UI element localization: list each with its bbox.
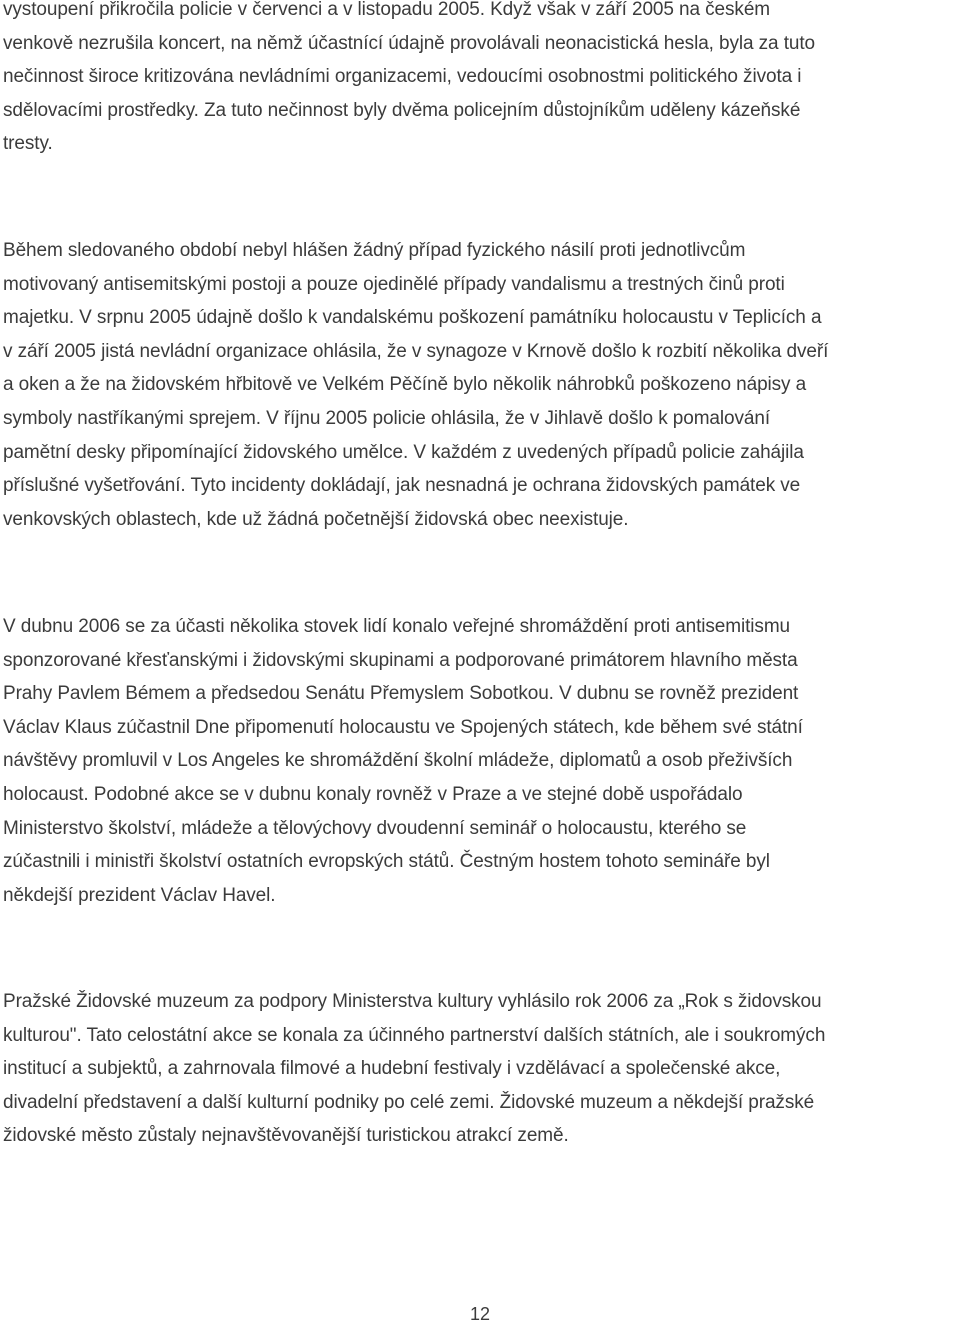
text-line: venkovských oblastech, kde už žádná početnější židovská obec neexistuje.: [3, 508, 629, 530]
text-line: v září 2005 jistá nevládní organizace ohlásila, že v synagoze v Krnově došlo k rozbití několika dveří: [3, 340, 829, 362]
text-line: tresty.: [3, 133, 53, 155]
text-line: Prahy Pavlem Bémem a předsedou Senátu Přemyslem Sobotkou. V dubnu se rovněž prezident: [3, 683, 799, 705]
text-line: Pražské Židovské muzeum za podpory Ministerstva kultury vyhlásilo rok 2006 za „Rok s židovskou: [3, 991, 822, 1012]
paragraph-holocaust-remembrance: [3, 610, 957, 912]
text-line: pamětní desky připomínající židovského umělce. V každém z uvedených případů policie zahájila: [3, 441, 804, 463]
page-number: 12: [469, 1304, 491, 1324]
text-line: motivovaný antisemitskými postoji a pouze ojedinělé případy vandalismu a trestných činů proti: [3, 273, 785, 295]
text-line: institucí a subjektů, a zahrnovala filmové a hudební festivaly i vzdělávací a společenské akce,: [3, 1058, 781, 1080]
text-line: zúčastnili i ministři školství ostatních evropských států. Čestným hostem tohoto semináře byl: [3, 851, 770, 873]
text-line: kulturou". Tato celostátní akce se konala za účinného partnerství dalších státních, ale i soukromých: [3, 1024, 826, 1046]
text-line: Během sledovaného období nebyl hlášen žádný případ fyzického násilí proti jednotlivcům: [3, 240, 746, 261]
text-line: sdělovacími prostředky. Za tuto nečinnost byly dvěma policejním důstojníkům uděleny kázeňské: [3, 99, 801, 121]
text-line: venkově nezrušila koncert, na němž účastnící údajně provolávali neonacistická hesla, byla za tuto: [3, 32, 815, 54]
text-line: sponzorované křesťanskými i židovskými skupinami a podporované primátorem hlavního města: [3, 649, 798, 671]
paragraph-jewish-culture-year: [3, 985, 957, 1153]
text-line: vystoupení přikročila policie v červenci a v listopadu 2005. Když však v září 2005 na českém: [3, 0, 771, 20]
text-line: a oken a že na židovském hřbitově ve Velkém Pěčíně bylo několik náhrobků poškozeno nápisy a: [3, 374, 807, 396]
text-line: symboly nastříkanými sprejem. V říjnu 2005 policie ohlásila, že v Jihlavě došlo k pomalování: [3, 407, 770, 429]
text-line: příslušné vyšetřování. Tyto incidenty dokládají, jak nesnadná je ochrana židovských památek ve: [3, 475, 801, 497]
text-line: židovské město zůstaly nejnavštěvovanější turistickou atrakcí země.: [3, 1125, 569, 1147]
text-line: návštěvy promluvil v Los Angeles ke shromáždění školní mládeže, diplomatů a osob přeživších: [3, 750, 793, 772]
text-line: V dubnu 2006 se za účasti několika stovek lidí konalo veřejné shromáždění proti antisemitismu: [3, 616, 791, 637]
text-line: Ministerstvo školství, mládeže a tělovýchovy dvoudenní seminář o holocaustu, kterého se: [3, 817, 747, 839]
text-line: holocaust. Podobné akce se v dubnu konaly rovněž v Praze a ve stejné době uspořádalo: [3, 783, 743, 805]
text-line: někdejší prezident Václav Havel.: [3, 884, 276, 906]
text-line: majetku. V srpnu 2005 údajně došlo k vandalskému poškození památníku holocaustu v Teplicích a: [3, 307, 822, 329]
paragraph-police-inaction: [3, 0, 957, 161]
text-line: nečinnost široce kritizována nevládními organizacemi, vedoucími osobnostmi politického života i: [3, 66, 802, 88]
text-line: divadelní představení a další kulturní podniky po celé zemi. Židovské muzeum a někdejší pražské: [3, 1091, 815, 1113]
text-line: Václav Klaus zúčastnil Dne připomenutí holocaustu ve Spojených státech, kde během své státní: [3, 716, 803, 738]
paragraph-vandalism-incidents: [3, 234, 957, 536]
